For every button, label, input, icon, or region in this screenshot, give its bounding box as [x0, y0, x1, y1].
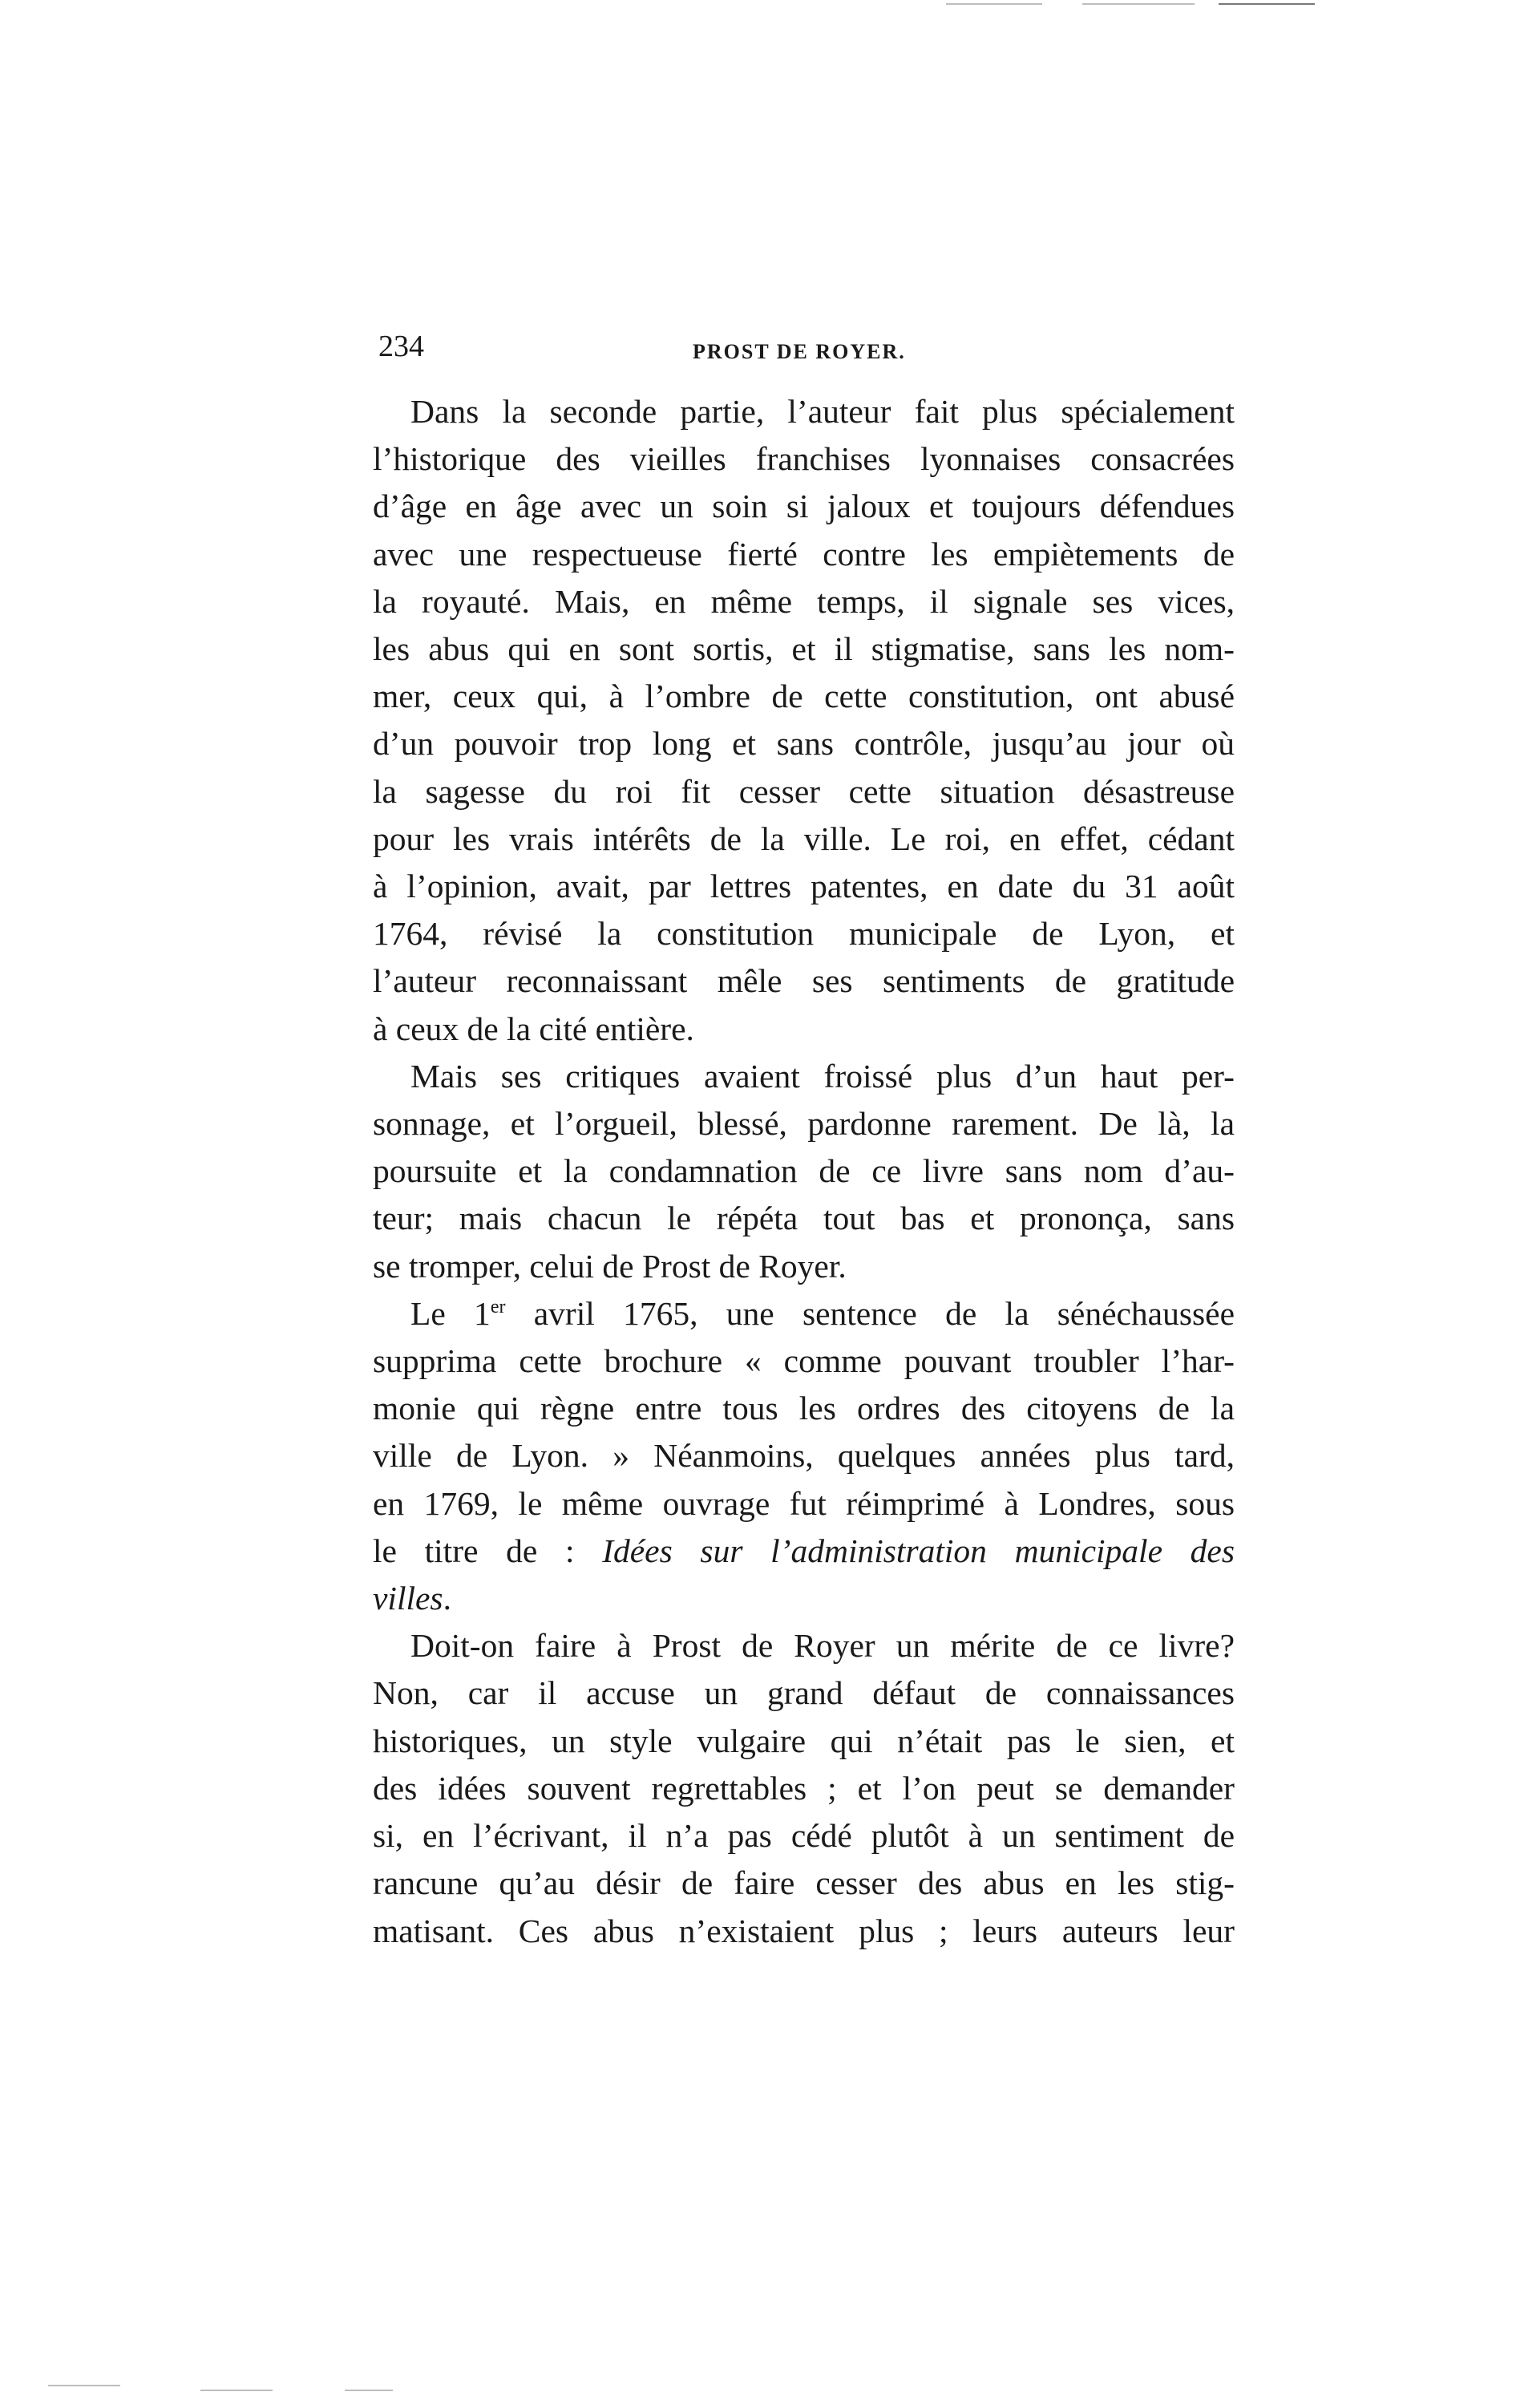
text-line: en 1769, le même ouvrage fut réimprimé à Londres, sous: [373, 1484, 1235, 1522]
text-line: monie qui règne entre tous les ordres des citoyens de la: [373, 1390, 1235, 1427]
text-line: rancune qu’au désir de faire cesser des abus en les stig-: [373, 1864, 1235, 1902]
text-line: la royauté. Mais, en même temps, il signale ses vices,: [373, 582, 1235, 620]
text-fragment: avril 1765, une sentence de la sénéchaussée: [505, 1294, 1235, 1332]
scan-edge-rule-top-2: [1082, 3, 1195, 5]
running-title: PROST DE ROYER.: [693, 340, 906, 363]
text-line: pour les vrais intérêts de la ville. Le roi, en effet, cédant: [373, 820, 1235, 857]
text-line: d’un pouvoir trop long et sans contrôle, jusqu’au jour où: [373, 725, 1235, 763]
text-fragment: .: [443, 1580, 451, 1617]
scan-edge-rule-bottom-2: [200, 2390, 273, 2391]
book-title-italic: Idées sur l’administration municipale des: [602, 1532, 1235, 1569]
body-text: [373, 388, 1235, 1955]
text-fragment: Le 1: [410, 1294, 491, 1332]
text-line: Non, car il accuse un grand défaut de connaissances: [373, 1674, 1235, 1712]
text-line: l’auteur reconnaissant mêle ses sentiments de gratitude: [373, 962, 1235, 1000]
text-line: à ceux de la cité entière.: [373, 1010, 694, 1047]
text-line: [373, 1528, 1235, 1575]
text-line: les abus qui en sont sortis, et il stigmatise, sans les nom-: [373, 630, 1235, 668]
text-line: à l’opinion, avait, par lettres patentes, en date du 31 août: [373, 868, 1235, 905]
text-line: matisant. Ces abus n’existaient plus ; leurs auteurs leur: [373, 1912, 1235, 1949]
text-line: se tromper, celui de Prost de Royer.: [373, 1247, 847, 1285]
superscript: er: [490, 1297, 506, 1318]
text-line: Doit-on faire à Prost de Royer un mérite de ce livre?: [410, 1627, 1235, 1665]
page-number: 234: [378, 330, 424, 363]
scan-edge-rule-bottom-1: [48, 2385, 120, 2386]
text-line: [373, 1290, 1235, 1338]
text-line: poursuite et la condamnation de ce livre sans nom d’au-: [373, 1152, 1235, 1190]
text-line: mer, ceux qui, à l’ombre de cette constitution, ont abusé: [373, 678, 1235, 715]
running-head: [378, 327, 1235, 375]
text-fragment: le titre de :: [373, 1532, 603, 1569]
text-line: l’historique des vieilles franchises lyonnaises consacrées: [373, 440, 1235, 478]
scan-edge-rule-bottom-3: [345, 2390, 393, 2391]
text-line: d’âge en âge avec un soin si jaloux et toujours défendues: [373, 488, 1235, 525]
paragraph-1: [373, 388, 1235, 1053]
text-line: historiques, un style vulgaire qui n’était pas le sien, et: [373, 1722, 1235, 1759]
text-line: si, en l’écrivant, il n’a pas cédé plutôt à un sentiment de: [373, 1817, 1235, 1855]
text-line: ville de Lyon. » Néanmoins, quelques années plus tard,: [373, 1437, 1235, 1475]
text-line: des idées souvent regrettables ; et l’on peut se demander: [373, 1769, 1235, 1807]
paragraph-2: [373, 1053, 1235, 1290]
book-title-italic: villes: [373, 1580, 443, 1617]
scan-edge-rule-top-1: [946, 3, 1042, 5]
paragraph-3: [373, 1290, 1235, 1622]
text-line: 1764, révisé la constitution municipale de Lyon, et: [373, 915, 1235, 953]
text-line: teur; mais chacun le répéta tout bas et prononça, sans: [373, 1200, 1235, 1237]
text-line: Mais ses critiques avaient froissé plus d’un haut per-: [410, 1057, 1235, 1095]
text-line: sonnage, et l’orgueil, blessé, pardonne rarement. De là, la: [373, 1105, 1235, 1143]
text-line: Dans la seconde partie, l’auteur fait plus spécialement: [410, 393, 1235, 430]
scan-edge-rule-top-3: [1219, 3, 1315, 5]
text-line: la sagesse du roi fit cesser cette situation désastreuse: [373, 772, 1235, 810]
text-line: avec une respectueuse fierté contre les empiètements de: [373, 535, 1235, 573]
paragraph-4: [373, 1622, 1235, 1954]
text-line: supprima cette brochure « comme pouvant troubler l’har-: [373, 1342, 1235, 1380]
text-line: [373, 1575, 1235, 1622]
